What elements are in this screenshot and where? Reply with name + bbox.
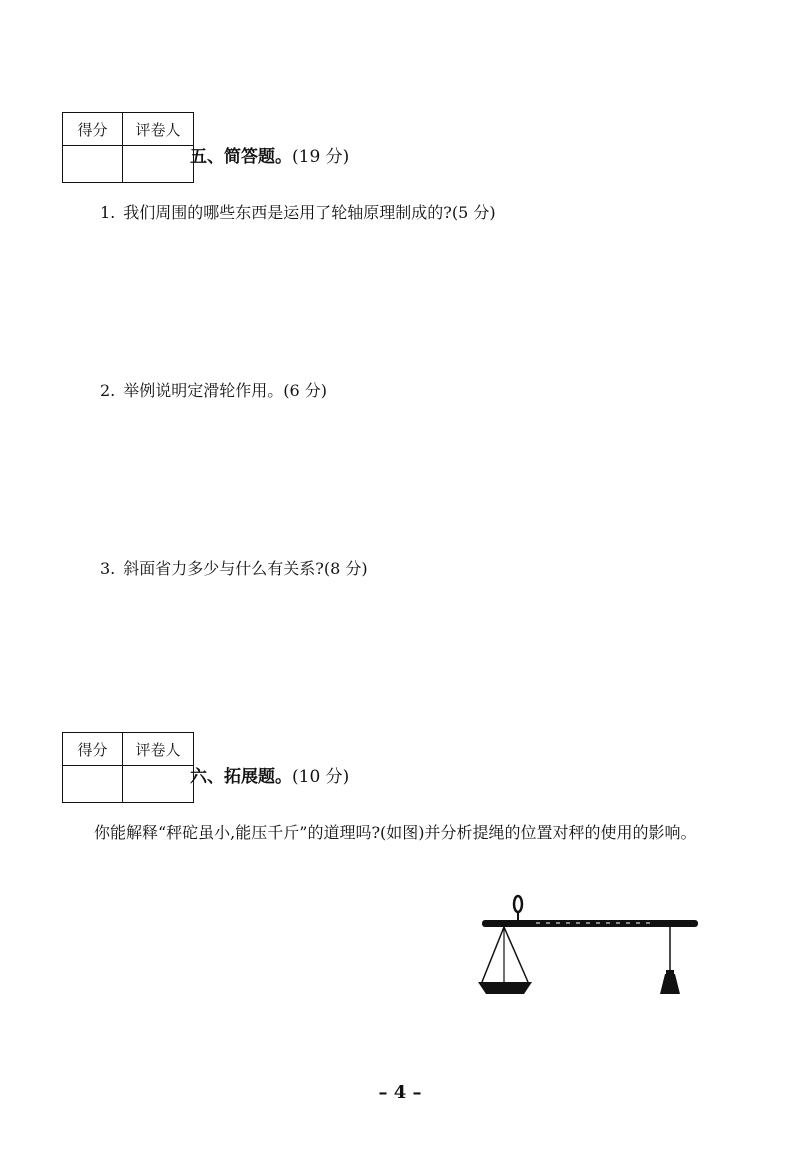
- section6-title-text: 六、拓展题。: [190, 767, 292, 787]
- score-cell: [63, 766, 123, 803]
- pan-string-left: [482, 927, 504, 982]
- section6-points: (10 分): [292, 767, 350, 787]
- score-label: 得分: [63, 113, 123, 146]
- question-text: 举例说明定滑轮作用。(6 分): [123, 381, 328, 400]
- page-number: – 4 –: [378, 1082, 422, 1103]
- section5-title: [190, 142, 349, 167]
- section5-points: (19 分): [292, 147, 350, 167]
- question-text: 斜面省力多少与什么有关系?(8 分): [123, 559, 368, 578]
- question-number: 1.: [100, 203, 116, 222]
- section5-title-text: 五、简答题。: [190, 147, 292, 167]
- grader-label: 评卷人: [123, 733, 194, 766]
- question-1: [100, 200, 496, 223]
- lifting-cord-loop: [514, 896, 522, 912]
- score-label: 得分: [63, 733, 123, 766]
- question-2: [100, 378, 327, 401]
- steelyard-balance-icon: [476, 890, 706, 1010]
- grader-cell: [123, 766, 194, 803]
- score-cell: [63, 146, 123, 183]
- question-3: [100, 556, 368, 579]
- pan-string-right: [504, 927, 528, 982]
- question-text: 我们周围的哪些东西是运用了轮轴原理制成的?(5 分): [123, 203, 496, 222]
- grader-label: 评卷人: [123, 113, 194, 146]
- section6-title: [190, 762, 349, 787]
- grader-cell: [123, 146, 194, 183]
- score-table-section6: [62, 732, 194, 803]
- section6-question-paragraph: 你能解释“秤砣虽小,能压千斤”的道理吗?(如图)并分析提绳的位置对秤的使用的影响。: [94, 823, 697, 842]
- steelyard-pan: [478, 982, 532, 994]
- question-number: 3.: [100, 559, 116, 578]
- counterweight: [660, 974, 680, 994]
- question-number: 2.: [100, 381, 116, 400]
- score-table-section5: [62, 112, 194, 183]
